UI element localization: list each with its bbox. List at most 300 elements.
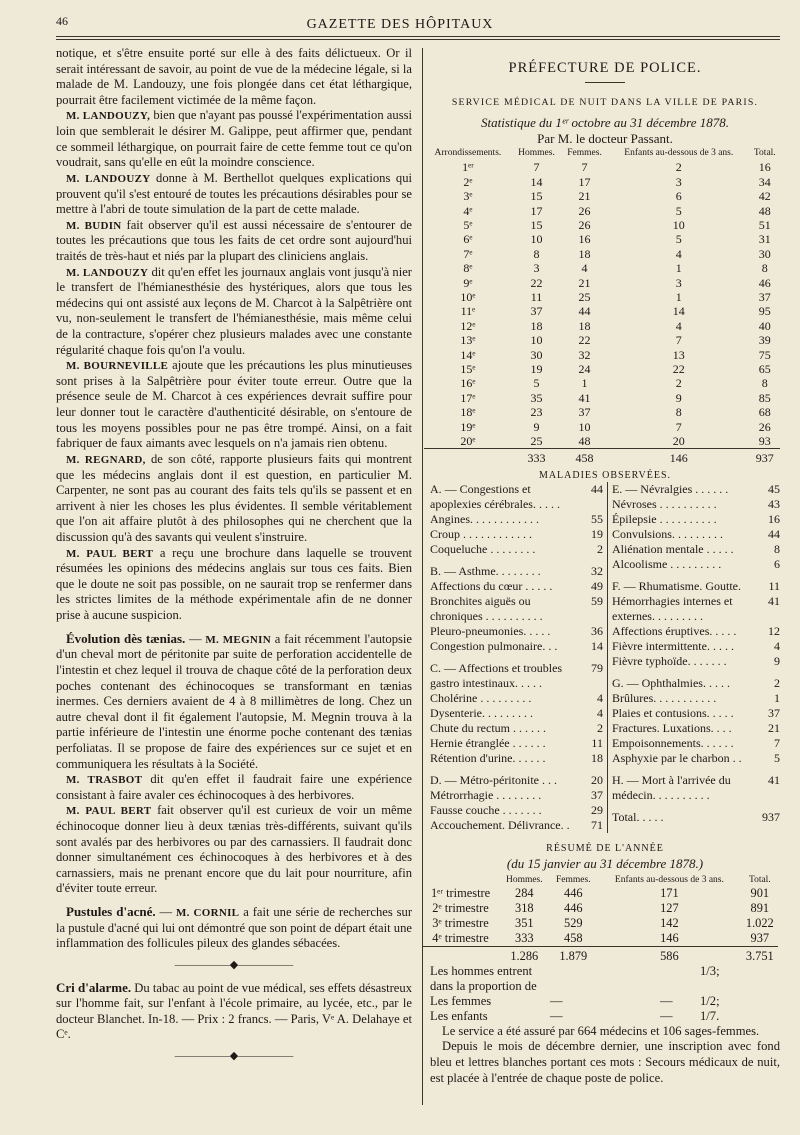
spacer: [430, 766, 603, 773]
disease-count: 5: [774, 751, 780, 766]
disease-row: [612, 773, 780, 803]
title-rule: [585, 82, 625, 83]
paragraph-text: fait observer qu'il est aussi nécessaire de s'entourer de toutes les précautions que tous les faits de cet ordre sont aujourd'hui traités de très-haut et niés par la plupart des cliniciens anglais.: [56, 217, 412, 263]
section-title: PRÉFECTURE DE POLICE.: [508, 60, 702, 76]
table-cell: 11ᵉ: [460, 304, 476, 319]
resume-period-text: (du 15 janvier au 31 décembre 1878.): [506, 855, 704, 871]
maladies-right: [607, 482, 780, 833]
resume-heading: RÉSUMÉ DE L'ANNÉE: [546, 843, 664, 855]
proportion-cell: —: [660, 993, 673, 1008]
table-cell: 24: [578, 362, 591, 377]
table-cell: 1: [675, 261, 682, 276]
service-heading: SERVICE MÉDICAL DE NUIT DANS LA VILLE DE PARIS.: [451, 96, 759, 108]
disease-label: Total. . . . .: [611, 810, 664, 825]
paragraph: Pustules d'acné. — M. CORNIL a fait une série de recherches sur la pustule d'acné qui lui ont démontré que son point de départ était une inflammation des follicules pileux des glandes sébacées.: [56, 904, 413, 951]
table-cell: 95: [758, 304, 771, 319]
table-cell: 7: [581, 160, 588, 175]
ornament-divider: —————◆—————: [174, 958, 294, 971]
table-cell: 15ᵉ: [460, 362, 476, 377]
table-cell: 19: [530, 362, 543, 377]
table-cell: 20ᵉ: [460, 434, 476, 449]
proportion-cell: —: [660, 1008, 673, 1023]
column-header: Hommes.: [518, 148, 555, 159]
table-cell: 891: [750, 900, 770, 915]
paragraph: [56, 803, 412, 897]
table-cell: 7: [675, 419, 682, 434]
table-cell: [424, 449, 512, 466]
paragraph-text: a fait récemment l'autopsie d'un cheval mort de péritonite par suite de perforation accidentelle de l'intestin et chez lequel il trouva de chaque côté de la perforation deux poches contenant des échinocoques se transformant en tænias inermes. Ces derniers avaient de 4 à 8 millimètres de long. Chez un autre cheval dont il fit également l'autopsie, M. Megnin trouva à la partie inférieure de l'intestin une énorme poche contenant des tænias perfoliatas. Il se propose de faire des expériences sur ce sujet et en communiquera les résultats à la Société.: [56, 631, 412, 771]
table-cell: 44: [578, 304, 591, 319]
table-cell: 171: [660, 885, 679, 900]
table-cell: 1: [675, 289, 682, 304]
note-paragraph: Depuis le mois de décembre dernier, une inscription avec fond bleu et lettres blanches portant ces mots : Secours médicaux de nuit, est placée à l'entrée de chaque poste de police.: [430, 1039, 780, 1085]
table-cell: 35: [530, 390, 543, 405]
disease-row: [612, 654, 780, 669]
table-cell: 32: [578, 347, 591, 362]
table-cell: 351: [515, 915, 534, 930]
paragraph: [56, 171, 412, 218]
table-cell: 68: [758, 405, 771, 420]
table-row: [424, 319, 780, 333]
paragraph: [56, 980, 412, 1043]
table-row: [424, 362, 780, 376]
table-cell: 21: [578, 275, 591, 290]
disease-row: [612, 497, 780, 512]
disease-label: Convulsions. . . . . . . . .: [611, 527, 723, 542]
total-cell: 937: [750, 449, 780, 466]
disease-count: 43: [768, 497, 780, 512]
column-header: Enfants au-dessous de 3 ans.: [614, 874, 724, 885]
table-row: [422, 901, 778, 916]
disease-count: 20: [590, 773, 603, 788]
table-cell: 46: [758, 275, 771, 290]
table-cell: 26: [758, 419, 771, 434]
paragraph: [56, 358, 412, 452]
table-cell: 23: [530, 405, 543, 420]
table-cell: 22: [530, 275, 543, 290]
disease-count: 2: [774, 676, 780, 691]
disease-row: [430, 736, 603, 751]
disease-count: 14: [590, 639, 603, 654]
table-row: [424, 304, 780, 318]
table-cell: 85: [758, 390, 771, 405]
table-cell: 93: [758, 434, 771, 449]
proportion-cell: Les hommes entrent dans la proportion de: [430, 963, 537, 993]
section-heading: Cri d'alarme.: [56, 979, 132, 995]
table-cell: 26: [578, 203, 591, 218]
table-cell: 42: [758, 189, 771, 204]
maladies-heading: MALADIES OBSERVÉES.: [538, 469, 672, 481]
paragraph: [56, 452, 412, 546]
table-cell: 9: [533, 419, 540, 434]
table-cell: 5: [533, 376, 540, 391]
table-cell: 75: [758, 347, 771, 362]
disease-count: 6: [774, 557, 780, 572]
table-cell: 3ᵉ: [463, 189, 473, 204]
disease-count: 21: [768, 721, 780, 736]
disease-count: 7: [774, 736, 780, 751]
disease-label: Chute du rectum . . . . . .: [430, 721, 546, 736]
paragraph: [56, 772, 412, 803]
proportion-cell: 1/3;: [700, 963, 720, 978]
column-header: Total.: [753, 148, 776, 159]
table-cell: 5: [675, 232, 682, 247]
table-row: [424, 232, 780, 246]
disease-count: 937: [762, 810, 780, 825]
table-cell: 127: [660, 900, 679, 915]
proportion-cell: 1/2;: [700, 993, 720, 1008]
disease-row: [612, 736, 780, 751]
column-header: [422, 874, 499, 886]
table-cell: 6: [675, 189, 682, 204]
table-cell: 37: [530, 304, 543, 319]
disease-label: Empoisonnements. . . . . .: [611, 736, 734, 751]
disease-count: 59: [590, 594, 603, 609]
table-cell: 30: [758, 246, 771, 261]
table-cell: 446: [564, 900, 583, 915]
table-cell: 1.022: [745, 915, 774, 930]
table-cell: 333: [515, 930, 534, 945]
disease-row: [612, 594, 780, 624]
disease-count: 12: [768, 624, 780, 639]
table-row: [422, 916, 778, 931]
paragraph: [56, 546, 412, 624]
paragraph-text: de son côté, rapporte plusieurs faits qui montrent que les médecins anglais dont il est question, en particulier M. Carpenter, ne sont pas au courant des faits tels qu'ils se passent et en arrivent à nier les choses les plus évidentes. Il semble véritablement que l'on ait affaire plutôt à des philosophes qui ne cherchent que la discussion qu'à des savants qui veulent s'instruire.: [56, 451, 412, 544]
disease-count: 44: [590, 482, 603, 497]
disease-label: Fausse couche . . . . . . .: [430, 803, 542, 818]
disease-label: Alcoolisme . . . . . . . . .: [611, 557, 722, 572]
disease-row: [430, 624, 603, 639]
table-cell: 7: [675, 333, 682, 348]
table-row: [422, 931, 778, 947]
table-cell: 142: [660, 915, 679, 930]
disease-count: 32: [590, 564, 603, 579]
table-cell: 284: [515, 885, 534, 900]
speaker-name: M. BOURNEVILLE: [66, 360, 169, 373]
paragraph-text: Du tabac au point de vue médical, ses effets désastreux sur l'homme fait, sur l'enfant à l'école primaire, au lycée, etc., par le docteur Blanchet. In-18. — Prix : 2 francs. — Paris, Vᵉ A. Delahaye et Cᵉ.: [56, 980, 412, 1042]
table-cell: 37: [758, 289, 771, 304]
proportion-row: [430, 1009, 780, 1024]
table-header: [424, 147, 780, 160]
disease-row: [612, 676, 780, 691]
speaker-name: M. LANDOUZY: [66, 172, 151, 185]
table-cell: 48: [578, 434, 591, 449]
proportion-cell: Les femmes: [430, 993, 492, 1008]
disease-row: [612, 751, 780, 766]
disease-label: H. — Mort à l'arrivée du médecin. . . . . . . . . .: [611, 773, 731, 803]
section-heading: Évolution dès tænias.: [66, 630, 186, 646]
proportion-cell: 1/7.: [700, 1008, 720, 1023]
table-row: [424, 261, 780, 275]
disease-label: Épilepsie . . . . . . . . . .: [611, 512, 717, 527]
disease-count: 41: [768, 773, 780, 788]
journal-title: GAZETTE DES HÔPITAUX: [306, 17, 494, 32]
ornament-divider: —————◆—————: [174, 1049, 294, 1062]
disease-label: Fractures. Luxations. . . .: [611, 721, 732, 736]
disease-label: D. — Métro-péritonite . . .: [430, 773, 557, 788]
spacer: [612, 669, 780, 676]
table-row: [424, 405, 780, 419]
section-heading: Pustules d'acné.: [66, 904, 156, 920]
maladies-left: [430, 482, 607, 833]
disease-count: 4: [596, 691, 603, 706]
arrondissement-table: [424, 147, 780, 466]
table-cell: 14: [530, 174, 543, 189]
disease-row: [430, 788, 603, 803]
disease-count: 37: [768, 706, 780, 721]
table-cell: 5ᵉ: [463, 217, 473, 232]
table-cell: 39: [758, 333, 771, 348]
table-cell: 17ᵉ: [460, 390, 476, 405]
spacer: [612, 803, 780, 810]
table-cell: 8: [675, 405, 682, 420]
disease-label: Accouchement. Délivrance. .: [430, 818, 570, 833]
disease-count: 18: [590, 751, 603, 766]
disease-row: [612, 579, 780, 594]
table-cell: 8: [533, 246, 540, 261]
right-column: [430, 52, 780, 1086]
disease-row: [430, 818, 603, 833]
resume-table: [422, 874, 778, 964]
table-cell: 458: [564, 930, 583, 945]
table-row: [424, 290, 780, 304]
total-cell: 586: [597, 946, 742, 964]
table-cell: 41: [578, 390, 591, 405]
proportion-row: [430, 994, 780, 1009]
disease-label: Rétention d'urine. . . . . .: [430, 751, 546, 766]
table-cell: 9ᵉ: [463, 275, 473, 290]
disease-row: [430, 579, 603, 594]
disease-row: [430, 751, 603, 766]
spacer: [612, 766, 780, 773]
disease-label: Dysenterie. . . . . . . . .: [430, 706, 533, 721]
proportion-cell: —: [550, 1008, 563, 1023]
disease-row: [430, 639, 603, 654]
table-cell: 8: [761, 261, 768, 276]
table-cell: 25: [530, 434, 543, 449]
table-row: [424, 160, 780, 174]
disease-count: 9: [774, 654, 780, 669]
disease-row: [612, 527, 780, 542]
total-cell: 1.286: [499, 946, 549, 964]
table-cell: 17: [578, 174, 591, 189]
table-cell: 3: [675, 174, 682, 189]
spacer: [612, 572, 780, 579]
table-cell: 2ᵉ trimestre: [432, 900, 489, 915]
table-cell: 7ᵉ: [463, 246, 473, 261]
table-cell: 10: [530, 333, 543, 348]
disease-label: Croup . . . . . . . . . . . .: [430, 527, 532, 542]
table-row: [424, 333, 780, 347]
paragraph: [56, 108, 412, 170]
disease-row: [612, 691, 780, 706]
disease-row: [612, 624, 780, 639]
disease-row: [430, 803, 603, 818]
table-cell: 12ᵉ: [460, 318, 476, 333]
statistics-period-text: Statistique du 1ᵉʳ octobre au 31 décembre 1878.: [481, 115, 729, 131]
disease-row: [612, 482, 780, 497]
disease-label: Pleuro-pneumonies. . . . .: [430, 624, 551, 639]
proportion-cell: Les enfants: [430, 1008, 488, 1023]
total-cell: 1.879: [549, 946, 597, 964]
table-cell: 8ᵉ: [463, 261, 473, 276]
column-header: Total.: [748, 874, 771, 885]
disease-count: 8: [774, 542, 780, 557]
disease-row: [430, 512, 603, 527]
table-cell: 6ᵉ: [463, 232, 473, 247]
table-cell: 2: [675, 160, 682, 175]
disease-label: Fièvre intermittente. . . . .: [611, 639, 734, 654]
proportion-cell: [550, 964, 660, 994]
table-row: [424, 204, 780, 218]
disease-label: Affections du cœur . . . . .: [430, 579, 553, 594]
table-cell: 4ᵉ: [463, 203, 473, 218]
total-cell: 3.751: [742, 946, 778, 964]
resume-period: [430, 856, 780, 872]
table-cell: 13ᵉ: [460, 333, 476, 348]
disease-count: 79: [590, 661, 603, 676]
table-cell: 446: [564, 885, 583, 900]
disease-count: 45: [768, 482, 780, 497]
note-paragraph: Le service a été assuré par 664 médecins et 106 sages-femmes.: [442, 1023, 760, 1038]
table-cell: 15: [530, 189, 543, 204]
table-cell: 31: [758, 232, 771, 247]
disease-label: Congestion pulmonaire. . .: [430, 639, 558, 654]
statistics-period: [430, 115, 780, 131]
table-cell: 21: [578, 189, 591, 204]
disease-count: 44: [768, 527, 780, 542]
table-cell: 10ᵉ: [460, 289, 476, 304]
disease-label: Coqueluche . . . . . . . .: [430, 542, 536, 557]
paragraph-text: bien que n'ayant pas poussé l'expérimentation aussi loin que semblerait le désirer M. Galippe, peut affirmer que, pendant ce sommeil léthargique, on pourrait faire de cette femme tout ce qu'on voudrait, sans qu'elle en eût la moindre conscience.: [56, 108, 412, 170]
table-cell: 4: [675, 246, 682, 261]
table-cell: 51: [758, 217, 771, 232]
spacer: [430, 654, 603, 661]
table-cell: 318: [515, 900, 534, 915]
table-cell: 16ᵉ: [460, 376, 476, 391]
disease-count: 49: [590, 579, 603, 594]
table-cell: 18: [530, 318, 543, 333]
disease-label: Angines. . . . . . . . . . . .: [430, 512, 539, 527]
table-cell: 1ᵉʳ: [462, 160, 474, 175]
paragraph-text: ajoute que les précautions les plus minutieuses sont prises à la Salpêtrière pour éviter toute erreur. Outre que la présence seule de M. Charcot à ces expériences devrait suffire pour leur donner tout le caractère d'authenticité désirable, on s'entoure de tous les moyens possibles pour ne pas être trompé. Ainsi, on a fait fabriquer de faux aimants avec lesquels on n'a jamais rien obtenu.: [56, 358, 412, 451]
table-cell: 37: [578, 405, 591, 420]
totals-row: [422, 946, 778, 964]
disease-count: 4: [774, 639, 780, 654]
table-cell: 2ᵉ: [463, 174, 473, 189]
table-row: [424, 175, 780, 189]
disease-count: 2: [596, 542, 603, 557]
notes: [430, 1024, 780, 1086]
table-cell: 20: [672, 434, 685, 449]
total-cell: 458: [561, 449, 608, 466]
table-cell: 4: [675, 318, 682, 333]
table-row: [424, 434, 780, 449]
table-cell: 10: [530, 232, 543, 247]
disease-row: [430, 564, 603, 579]
left-column: [56, 46, 412, 1071]
page-number: 46: [56, 14, 68, 28]
proportion-row: [430, 964, 780, 994]
disease-label: Bronchites aiguës ou chroniques . . . . . . . . . .: [430, 594, 543, 624]
author-line: Par M. le docteur Passant.: [537, 131, 673, 147]
table-cell: 901: [750, 885, 770, 900]
disease-label: Fièvre typhoïde. . . . . . .: [611, 654, 727, 669]
disease-label: E. — Névralgies . . . . . .: [611, 482, 729, 497]
table-cell: 2: [675, 376, 682, 391]
disease-row: [612, 721, 780, 736]
disease-row: [612, 557, 780, 572]
proportion-cell: —: [550, 993, 563, 1008]
disease-row: [612, 512, 780, 527]
disease-label: A. — Congestions et apoplexies cérébrales. . . . .: [430, 482, 560, 512]
disease-count: 2: [596, 721, 603, 736]
table-cell: 4: [581, 261, 588, 276]
total-cell: 146: [608, 449, 750, 466]
disease-label: B. — Asthme. . . . . . . .: [430, 564, 541, 579]
disease-label: Asphyxie par le charbon . .: [611, 751, 742, 766]
table-body: [422, 886, 778, 964]
disease-label: Hernie étranglée . . . . . .: [430, 736, 546, 751]
disease-row: [430, 482, 603, 512]
disease-count: 11: [768, 579, 780, 594]
table-cell: 17: [530, 203, 543, 218]
disease-row: [430, 691, 603, 706]
disease-label: Métrorrhagie . . . . . . . .: [430, 788, 542, 803]
paragraph: Évolution dès tænias. — M. MEGNIN a fait récemment l'autopsie d'un cheval mort de péritonite par suite de perforation accidentelle de l'intestin et chez lequel il trouva de chaque côté de la perforation deux poches contenant des échinocoques se transformant en tænias inermes. Ces derniers avaient de 4 à 8 millimètres de long. Chez un autre cheval dont il fit également l'autopsie, M. Megnin trouva à la partie inférieure de l'intestin une énorme poche contenant des tænias perfoliatas. Il se propose de faire des expériences sur ce sujet et en communiquera les résultats à la Société.: [56, 630, 412, 771]
disease-count: 16: [768, 512, 780, 527]
paragraph: notique, et s'être ensuite porté sur elle à des faits délictueux. Or il serait intéressant de savoir, au point de vue de la médecine légale, si la malade de M. Landouzy, une fois plongée dans cet état léthargique, pourrait être facilement victimée de la même façon.: [56, 46, 412, 107]
table-cell: 10: [672, 217, 685, 232]
table-row: [424, 218, 780, 232]
table-cell: 146: [660, 930, 679, 945]
column-header: Femmes.: [567, 148, 602, 159]
disease-label: Aliénation mentale . . . . .: [611, 542, 734, 557]
table-cell: 18ᵉ: [460, 405, 476, 420]
table-body: [424, 160, 780, 466]
disease-row: [430, 773, 603, 788]
totals-row: [424, 449, 780, 466]
speaker-name: M. BUDIN: [66, 219, 122, 232]
table-row: [424, 276, 780, 290]
table-cell: 30: [530, 347, 543, 362]
table-cell: 14ᵉ: [460, 347, 476, 362]
disease-row: [430, 527, 603, 542]
table-header: [422, 874, 778, 886]
table-cell: 25: [578, 289, 591, 304]
disease-count: 1: [774, 691, 780, 706]
column-header: Femmes.: [556, 874, 591, 885]
disease-row: [430, 661, 603, 691]
table-cell: 3: [675, 275, 682, 290]
maladies-list: [430, 482, 780, 833]
speaker-name: M. LANDOUZY: [66, 266, 149, 279]
speaker-name: M. TRASBOT: [66, 774, 143, 787]
paragraph: [56, 218, 412, 265]
table-row: [422, 886, 778, 901]
disease-row: [612, 639, 780, 654]
table-cell: 8: [761, 376, 768, 391]
table-row: [424, 189, 780, 203]
table-cell: 4ᵉ trimestre: [432, 930, 489, 945]
speaker-name: M. LANDOUZY,: [66, 110, 151, 123]
disease-label: Névroses . . . . . . . . . .: [611, 497, 717, 512]
table-cell: 40: [758, 318, 771, 333]
disease-row: [430, 542, 603, 557]
table-cell: 22: [578, 333, 591, 348]
disease-label: Brûlures. . . . . . . . . . .: [611, 691, 717, 706]
speaker-name: M. CORNIL: [175, 907, 240, 920]
